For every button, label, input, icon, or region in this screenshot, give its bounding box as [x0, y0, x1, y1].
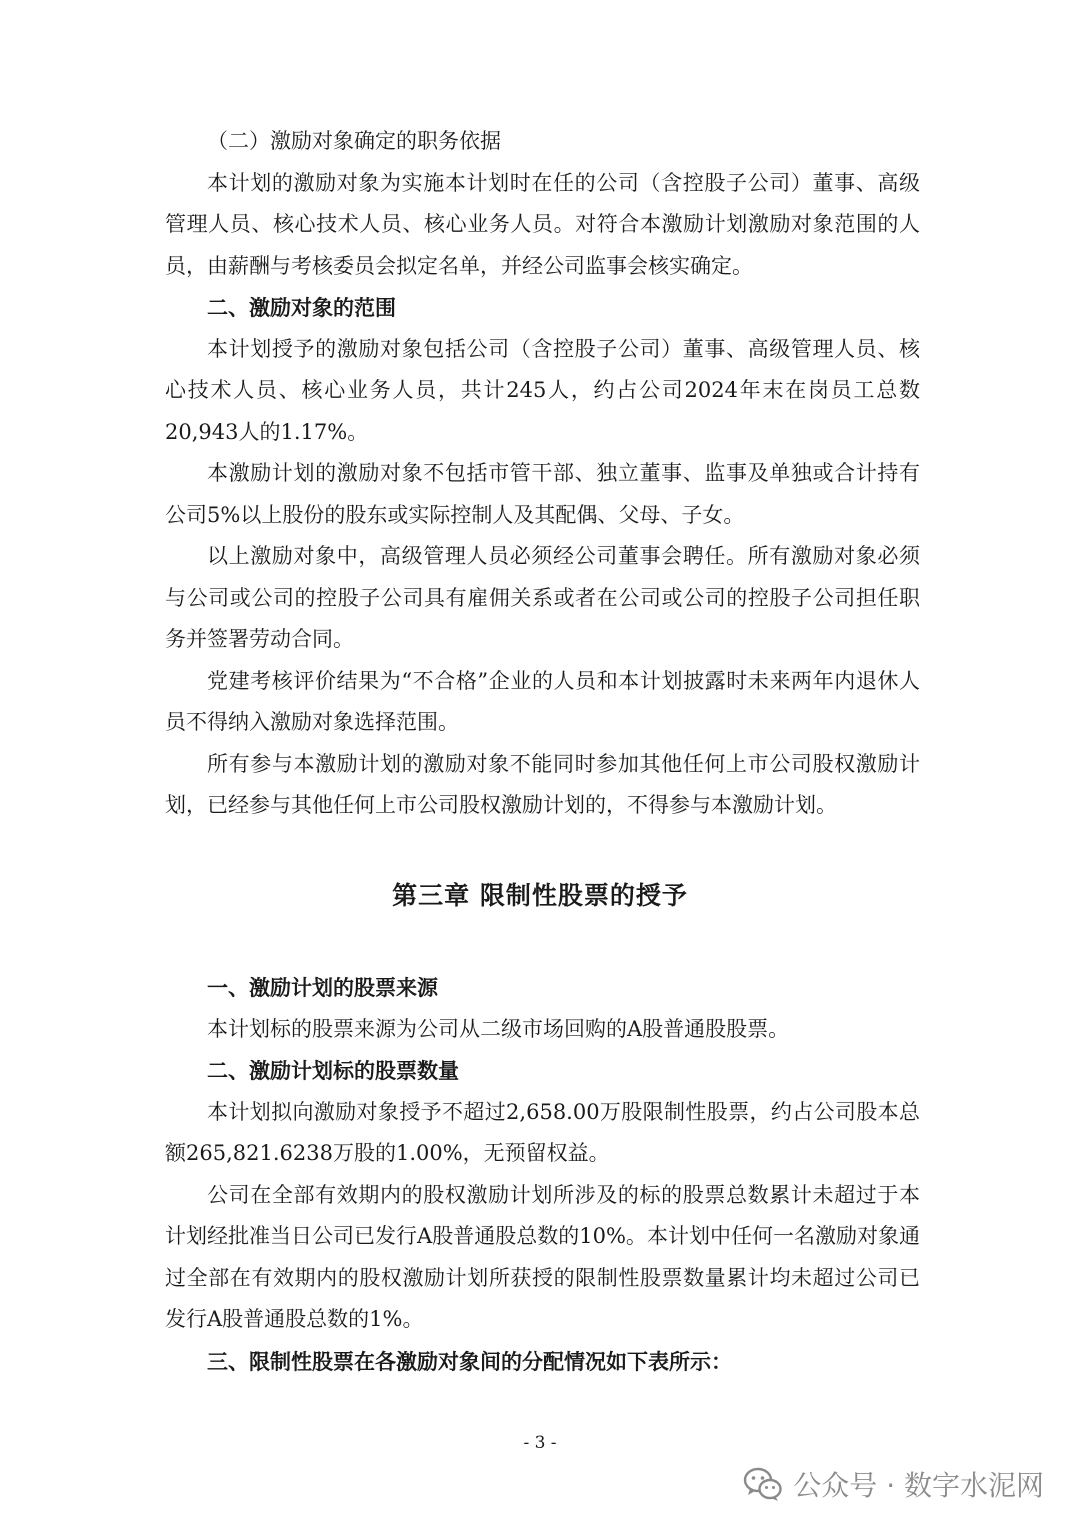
paragraph: 本计划授予的激励对象包括公司（含控股子公司）董事、高级管理人员、核心技术人员、核心业务人员，共计245人，约占公司2024年末在岗员工总数20,943人的1.17%。 [165, 336, 920, 444]
chapter-title: 第三章 限制性股票的授予 [392, 881, 688, 910]
watermark-text: 公众号 · 数字水泥网 [793, 1469, 1044, 1502]
body-section-grant [165, 967, 920, 1382]
paragraph: 本计划拟向激励对象授予不超过2,658.00万股限制性股票，约占公司股本总额265,821.6238万股的1.00%，无预留权益。 [165, 1099, 920, 1165]
wechat-icon [743, 1466, 783, 1502]
paragraph: 本计划标的股票来源为公司从二级市场回购的A股普通股股票。 [207, 1016, 790, 1041]
paragraph: 公司在全部有效期内的股权激励计划所涉及的标的股票总数累计未超过于本计划经批准当日公司已发行A股普通股总数的10%。本计划中任何一名激励对象通过全部在有效期内的股权激励计划所获授的限制性股票数量累计均未超过公司已发行A股普通股总数的1%。 [165, 1182, 920, 1331]
paragraph: 党建考核评价结果为“不合格”企业的人员和本计划披露时未来两年内退休人员不得纳入激励对象选择范围。 [165, 668, 920, 734]
body-section-scope [165, 121, 920, 827]
section-heading-stock-quantity: 二、激励计划标的股票数量 [207, 1058, 459, 1083]
paragraph: 本计划的激励对象为实施本计划时在任的公司（含控股子公司）董事、高级管理人员、核心技术人员、核心业务人员。对符合本激励计划激励对象范围的人员，由薪酬与考核委员会拟定名单，并经公司监事会核实确定。 [165, 170, 920, 278]
watermark [743, 1462, 1044, 1506]
section-heading-scope: 二、激励对象的范围 [207, 295, 396, 320]
paragraph: 所有参与本激励计划的激励对象不能同时参加其他任何上市公司股权激励计划，已经参与其他任何上市公司股权激励计划的，不得参与本激励计划。 [165, 751, 920, 817]
page-number: - 3 - [523, 1433, 557, 1453]
paragraph: 本激励计划的激励对象不包括市管干部、独立董事、监事及单独或合计持有公司5%以上股份的股东或实际控制人及其配偶、父母、子女。 [165, 461, 920, 527]
paragraph: 以上激励对象中，高级管理人员必须经公司董事会聘任。所有激励对象必须与公司或公司的控股子公司具有雇佣关系或者在公司或公司的控股子公司担任职务并签署劳动合同。 [165, 544, 920, 651]
section-heading-stock-source: 一、激励计划的股票来源 [207, 975, 438, 1000]
subheading-position-basis: （二）激励对象确定的职务依据 [207, 129, 501, 153]
section-heading-allocation: 三、限制性股票在各激励对象间的分配情况如下表所示： [207, 1348, 732, 1374]
